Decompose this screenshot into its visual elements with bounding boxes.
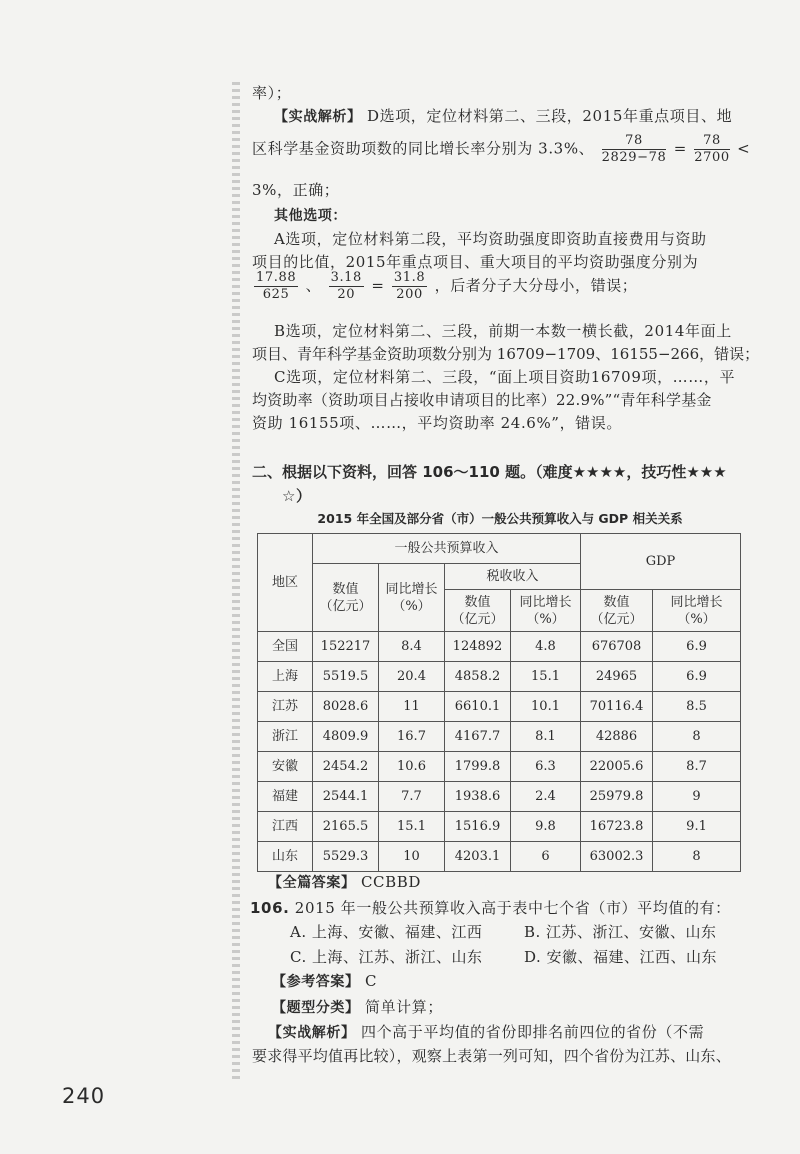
cell-budget-value: 2165.5 [313, 812, 379, 842]
cell-tax-growth: 10.1 [511, 692, 581, 722]
question-type [272, 996, 443, 1017]
cell-gdp-value: 42886 [581, 722, 653, 752]
header-budget-value [313, 564, 379, 632]
cell-budget-value: 5529.3 [313, 842, 379, 872]
table-row [258, 782, 741, 812]
reference-answer [272, 971, 377, 991]
option-a-conclusion: ，后者分子大分母小，错误； [434, 276, 638, 295]
equals-sign: = [673, 139, 687, 158]
cell-gdp-value: 676708 [581, 632, 653, 662]
cell-tax-growth: 15.1 [511, 662, 581, 692]
cell-budget-growth: 16.7 [379, 722, 445, 752]
header-tax-value-label: 数值 [464, 594, 491, 610]
cell-tax-value: 4203.1 [445, 842, 511, 872]
fraction-a1 [254, 270, 298, 303]
header-tax-growth-label: 同比增长 [519, 594, 572, 610]
option-d: D. 安徽、福建、江西、山东 [524, 948, 718, 966]
header-tax-growth [511, 590, 581, 632]
cell-region: 山东 [258, 842, 313, 872]
cell-budget-growth: 11 [379, 692, 445, 722]
continued-text: 率）； [252, 84, 292, 102]
header-tax-growth-unit: （%） [526, 611, 565, 627]
cell-budget-value: 8028.6 [313, 692, 379, 722]
option-a-line3 [252, 270, 637, 303]
fraction-a1-denominator: 625 [262, 287, 290, 302]
cell-gdp-growth: 8.5 [653, 692, 741, 722]
cell-budget-growth: 10 [379, 842, 445, 872]
option-c-line1: C选项，定位材料第二、三段，“面上项目资助16709项，……，平 [274, 368, 736, 386]
option-b: B. 江苏、浙江、安徽、山东 [524, 923, 717, 941]
header-gdp-value [581, 590, 653, 632]
cell-tax-value: 4858.2 [445, 662, 511, 692]
reference-tag: 【参考答案】 [272, 974, 360, 990]
all-answers [268, 872, 421, 892]
header-budget: 一般公共预算收入 [313, 534, 581, 564]
table-caption: 2015 年全国及部分省（市）一般公共预算收入与 GDP 相关关系 [317, 511, 683, 526]
header-gdp-value-label: 数值 [603, 594, 630, 610]
table-row [258, 842, 741, 872]
table-row [258, 812, 741, 842]
cell-region: 上海 [258, 662, 313, 692]
cell-gdp-growth: 6.9 [653, 662, 741, 692]
cell-tax-growth: 9.8 [511, 812, 581, 842]
cell-gdp-value: 25979.8 [581, 782, 653, 812]
analysis-d-line2 [252, 133, 750, 166]
q106-analysis-tag: 【实战解析】 [268, 1025, 356, 1041]
fraction-1 [602, 133, 667, 166]
cell-budget-growth: 8.4 [379, 632, 445, 662]
fraction-1-denominator: 2829−78 [601, 150, 667, 165]
cell-gdp-value: 63002.3 [581, 842, 653, 872]
fraction-a3-denominator: 200 [396, 287, 423, 302]
cell-region: 江苏 [258, 692, 313, 722]
option-b-line1: B选项，定位材料第二、三段，前期一本数一横长截，2014年面上 [274, 322, 732, 340]
cell-budget-value: 4809.9 [313, 722, 379, 752]
option-a: A. 上海、安徽、福建、江西 [290, 923, 483, 941]
answers-tag: 【全篇答案】 [268, 875, 356, 891]
cell-budget-value: 2454.2 [313, 752, 379, 782]
cell-budget-growth: 15.1 [379, 812, 445, 842]
cell-gdp-value: 24965 [581, 662, 653, 692]
question-106 [250, 897, 731, 918]
cell-tax-growth: 8.1 [511, 722, 581, 752]
analysis-d-text2: 区科学基金资助项数的同比增长率分别为 3.3%、 [252, 139, 595, 158]
cell-tax-value: 4167.7 [445, 722, 511, 752]
cell-tax-value: 1799.8 [445, 752, 511, 782]
question-number: 106. [250, 899, 290, 917]
option-c: C. 上海、江苏、浙江、山东 [290, 948, 483, 966]
cell-gdp-growth: 8.7 [653, 752, 741, 782]
cell-tax-growth: 2.4 [511, 782, 581, 812]
table-row [258, 632, 741, 662]
cell-tax-value: 6610.1 [445, 692, 511, 722]
fraction-2-denominator: 2700 [694, 150, 730, 165]
less-than-sign: < [737, 139, 751, 158]
other-options-title: 其他选项： [274, 208, 347, 224]
table-row [258, 752, 741, 782]
cell-gdp-value: 16723.8 [581, 812, 653, 842]
analysis-d-line1 [274, 105, 732, 126]
analysis-tag: 【实战解析】 [274, 109, 362, 125]
q106-analysis-line1 [268, 1021, 704, 1042]
cell-gdp-value: 22005.6 [581, 752, 653, 782]
fraction-a3-numerator: 31.8 [393, 270, 426, 285]
cell-region: 浙江 [258, 722, 313, 752]
fraction-2-numerator: 78 [694, 133, 729, 150]
header-growth-label: 同比增长 [385, 581, 438, 597]
header-tax-value-unit: （亿元） [451, 611, 504, 627]
cell-region: 全国 [258, 632, 313, 662]
header-gdp-growth-unit: （%） [677, 611, 716, 627]
q106-analysis-text1: 四个高于平均值的省份即排名前四位的省份（不需 [360, 1023, 705, 1041]
question-text: 2015 年一般公共预算收入高于表中七个省（市）平均值的有： [294, 899, 731, 917]
cell-tax-value: 124892 [445, 632, 511, 662]
type-tag: 【题型分类】 [272, 1000, 360, 1016]
equals-sign-a: = [371, 276, 385, 295]
cell-gdp-growth: 6.9 [653, 632, 741, 662]
cell-region: 福建 [258, 782, 313, 812]
option-a-line2: 项目的比值，2015年重点项目、重大项目的平均资助强度分别为 [252, 253, 699, 271]
fraction-a1-numerator: 17.88 [256, 270, 297, 285]
cell-budget-value: 2544.1 [313, 782, 379, 812]
fraction-a2-denominator: 20 [337, 287, 356, 302]
option-c-line2: 均资助率（资助项目占接收申请项目的比率）22.9%”“青年科学基金 [252, 391, 712, 409]
cell-budget-value: 5519.5 [313, 662, 379, 692]
header-gdp-growth [653, 590, 741, 632]
cell-gdp-growth: 8 [653, 842, 741, 872]
cell-budget-growth: 20.4 [379, 662, 445, 692]
type-value: 简单计算； [364, 998, 443, 1016]
cell-gdp-value: 70116.4 [581, 692, 653, 722]
reference-value: C [364, 972, 378, 990]
answers-value: CCBBD [360, 873, 422, 891]
cell-tax-growth: 6.3 [511, 752, 581, 782]
fraction-1-numerator: 78 [602, 133, 667, 150]
header-gdp: GDP [581, 534, 741, 590]
data-table [257, 533, 741, 872]
separator: 、 [305, 276, 322, 295]
cell-gdp-growth: 8 [653, 722, 741, 752]
option-c-line3: 资助 16155项、……，平均资助率 24.6%”，错误。 [252, 414, 622, 432]
fraction-a3 [392, 270, 427, 303]
header-value-label: 数值 [332, 581, 359, 597]
fraction-2 [694, 133, 729, 166]
section-heading: 二、根据以下资料，回答 106～110 题。（难度★★★★，技巧性★★★ [252, 463, 727, 481]
header-value-unit: （亿元） [319, 598, 372, 614]
option-a-line1: A选项，定位材料第二段，平均资助强度即资助直接费用与资助 [274, 230, 707, 248]
header-tax-value [445, 590, 511, 632]
cell-gdp-growth: 9.1 [653, 812, 741, 842]
fraction-a2-numerator: 3.18 [330, 270, 362, 285]
cell-region: 安徽 [258, 752, 313, 782]
cell-tax-growth: 4.8 [511, 632, 581, 662]
cell-budget-value: 152217 [313, 632, 379, 662]
header-budget-growth [379, 564, 445, 632]
option-b-line2: 项目、青年科学基金资助项数分别为 16709−1709、16155−266，错误； [252, 345, 760, 363]
header-region: 地区 [258, 534, 313, 632]
page-number: 240 [62, 1084, 106, 1108]
section-heading-cont: ☆） [282, 487, 312, 505]
analysis-d-line3: 3%，正确； [252, 181, 340, 199]
header-growth-unit: （%） [392, 598, 431, 614]
cell-budget-growth: 10.6 [379, 752, 445, 782]
header-gdp-growth-label: 同比增长 [670, 594, 723, 610]
cell-tax-value: 1938.6 [445, 782, 511, 812]
table-row [258, 722, 741, 752]
table-row [258, 662, 741, 692]
header-tax: 税收收入 [445, 564, 581, 590]
cell-tax-growth: 6 [511, 842, 581, 872]
table-row [258, 692, 741, 722]
cell-region: 江西 [258, 812, 313, 842]
fraction-a2 [329, 270, 364, 303]
analysis-d-text1: D选项，定位材料第二、三段，2015年重点项目、地 [366, 107, 733, 125]
q106-analysis-line2: 要求得平均值再比较），观察上表第一列可知，四个省份为江苏、山东、 [252, 1047, 731, 1065]
margin-wavy-line [232, 82, 240, 1082]
cell-budget-growth: 7.7 [379, 782, 445, 812]
header-gdp-value-unit: （亿元） [590, 611, 643, 627]
cell-tax-value: 1516.9 [445, 812, 511, 842]
cell-gdp-growth: 9 [653, 782, 741, 812]
